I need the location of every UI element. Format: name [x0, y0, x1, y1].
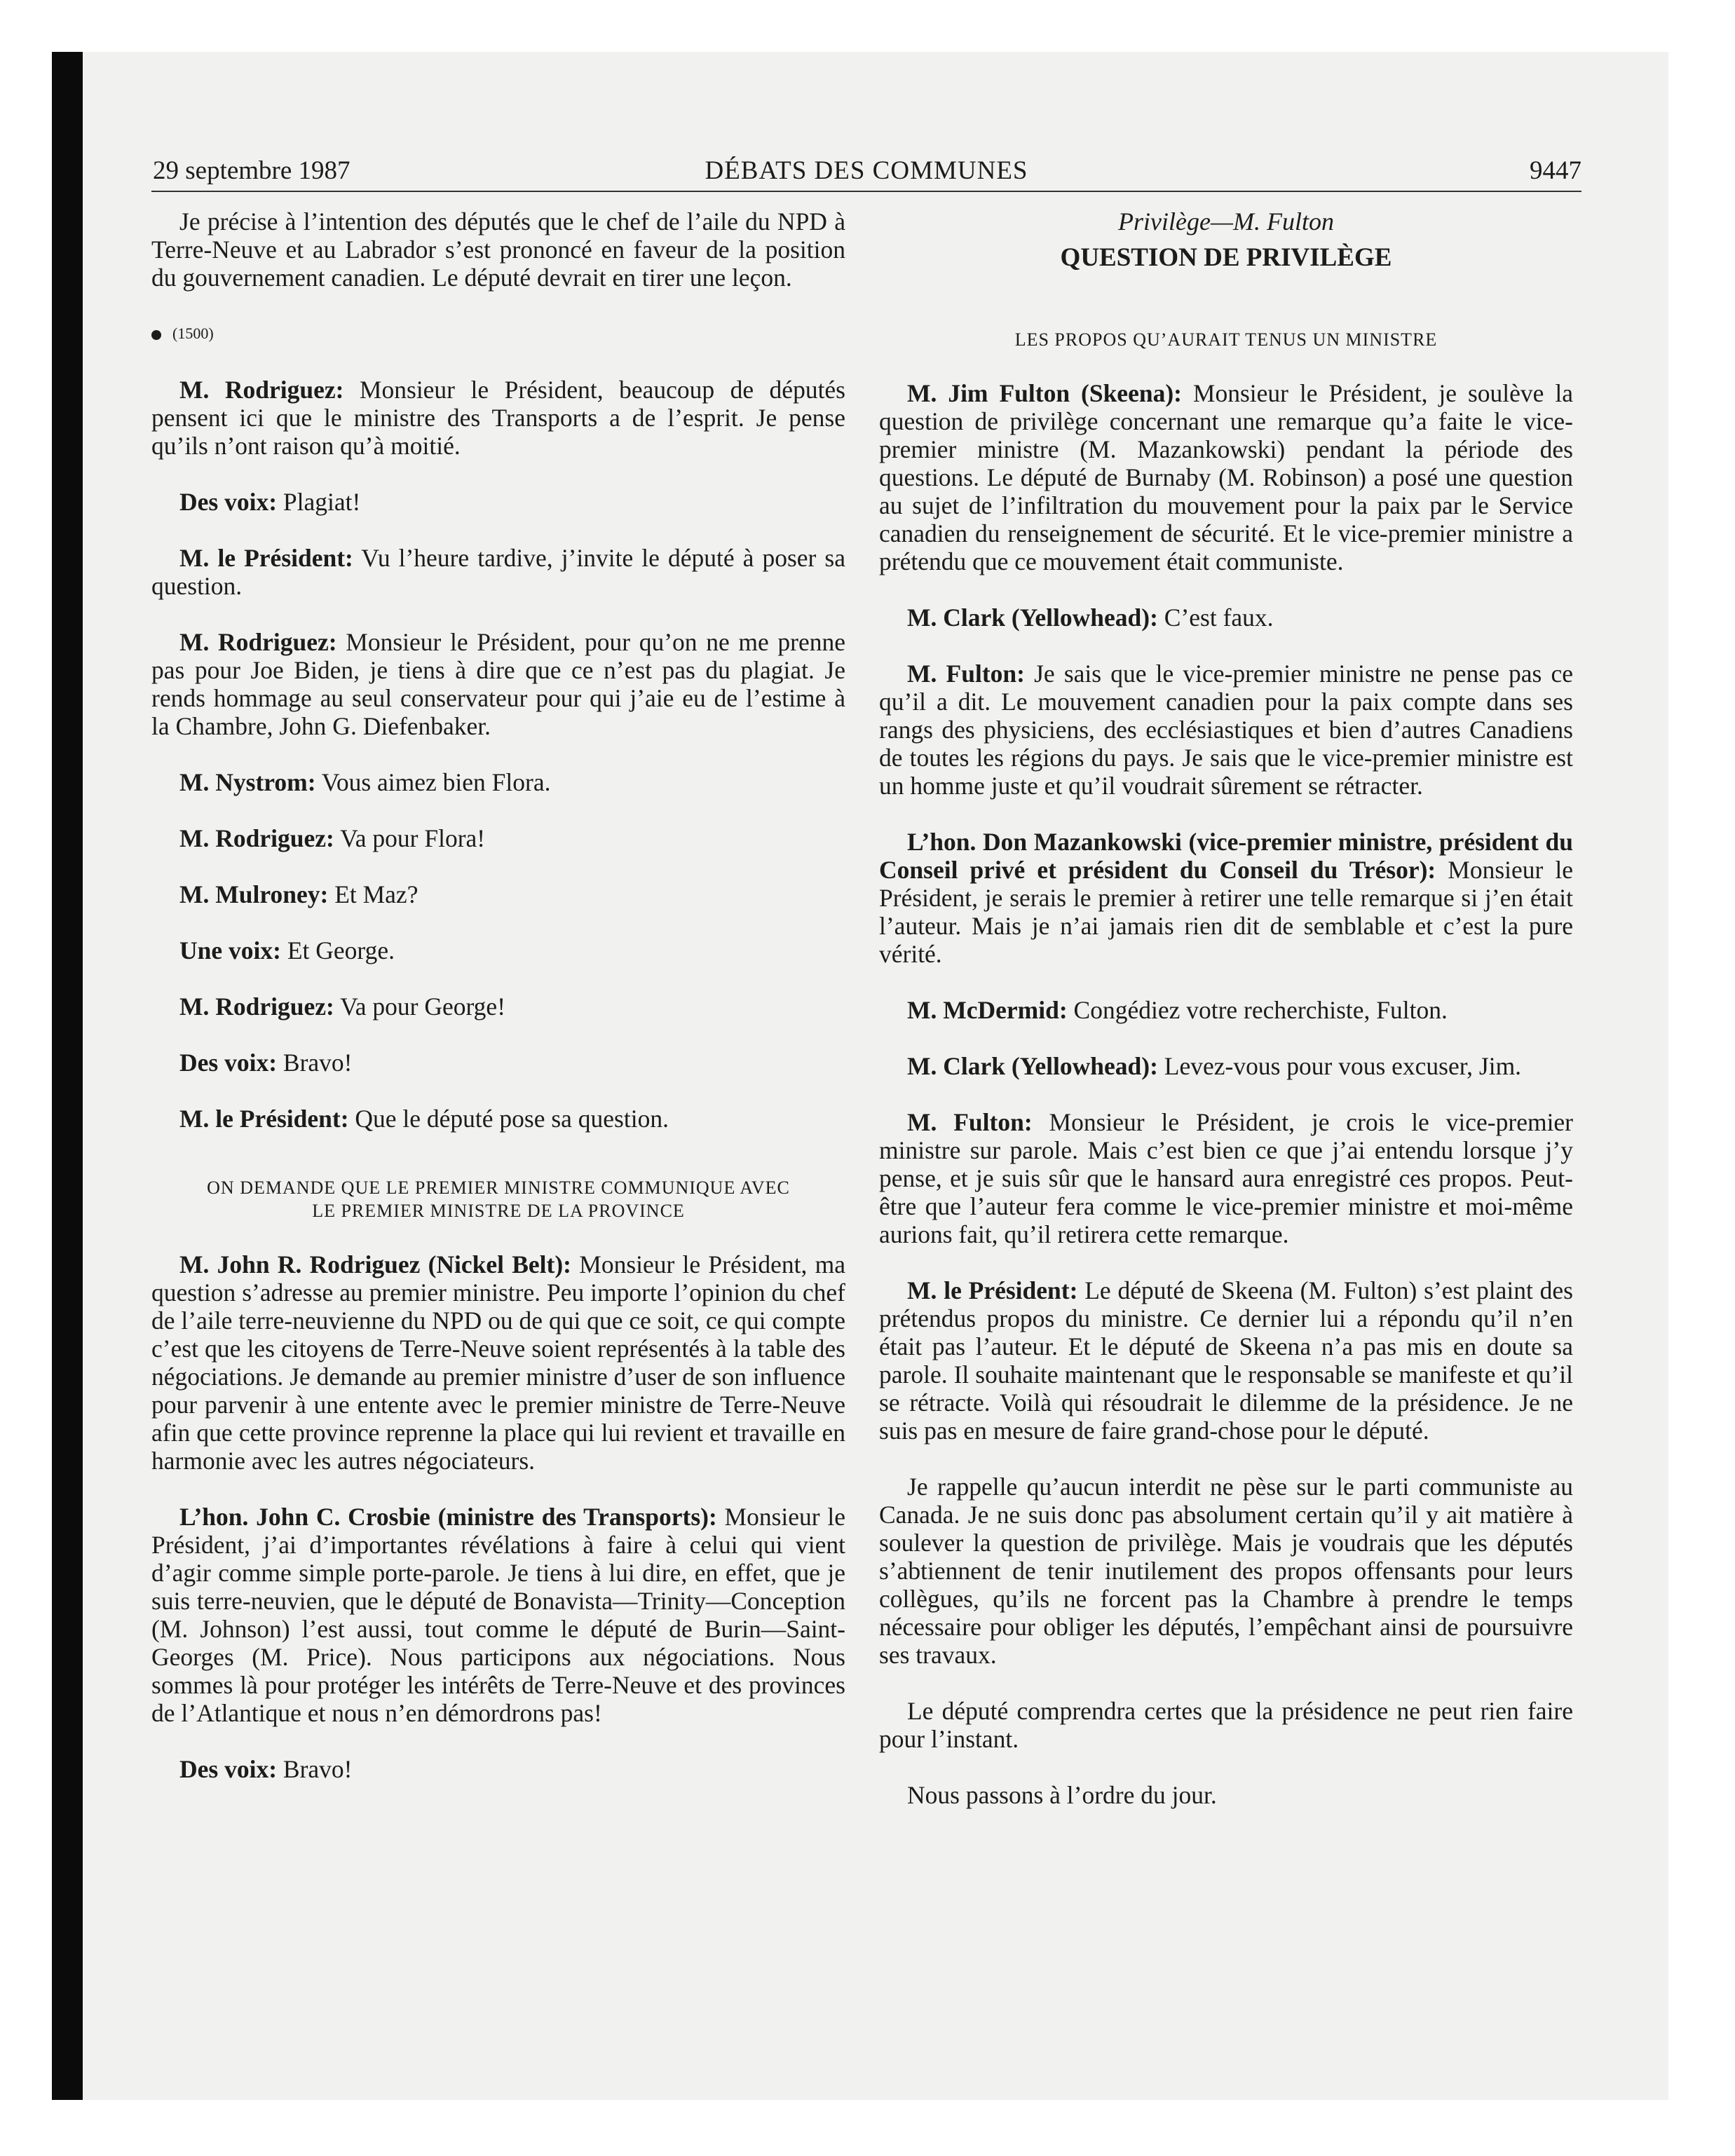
speech-text: Congédiez votre recherchiste, Fulton. [1067, 996, 1448, 1024]
speech-paragraph [879, 1276, 1573, 1445]
subheading-line: LE PREMIER MINISTRE DE LA PROVINCE [312, 1201, 685, 1221]
body-paragraph: Nous passons à l’ordre du jour. [907, 1781, 1217, 1809]
speaker-name: M. Mulroney: [179, 880, 329, 908]
speech-text: Plagiat! [277, 488, 361, 516]
speech-text: Et George. [280, 936, 395, 964]
subheading-line: LES PROPOS QU’AURAIT TENUS UN MINISTRE [1014, 329, 1438, 350]
section-subheading [151, 1176, 845, 1222]
speech-text: Monsieur le Président, beaucoup de députés pensent ici que le ministre des Transports a de l’esprit. Je pense qu’ils n’ont raison qu’à moitié. [151, 376, 845, 460]
speaker-name: M. Jim Fulton (Skeena): [907, 379, 1182, 407]
speech-paragraph [879, 603, 1573, 632]
speaker-name: M. le Président: [179, 544, 353, 572]
running-head: Privilège—M. Fulton [1118, 207, 1334, 236]
bullet-dot-icon [151, 330, 161, 340]
speech-text: Monsieur le Président, j’ai d’importantes révélations à faire à celui qui vient d’agir comme simple porte-parole. Je tiens à lui dire, en effet, que je suis terre-neuvien, que le député de Bonavista—Trinity—Conception (M. Johnson) l’est aussi, tout comme le député de Burin—Saint-Georges (M. Price). Nous participons aux négociations. Nous sommes là pour protéger les intérêts de Terre-Neuve et des provinces de l’Atlantique et nous n’en démordrons pas! [151, 1503, 845, 1727]
speaker-name: M. Rodriguez: [179, 824, 334, 852]
speech-text: Je sais que le vice-premier ministre ne pense pas ce qu’il a dit. Le mouvement canadien pour la paix compte dans ses rangs des physiciens, des ecclésiastiques et bien d’autres Canadiens de toutes les régions du pays. Je sais que le vice-premier ministre est un homme juste et qu’il voudrait sûrement se rétracter. [879, 660, 1574, 800]
speech-paragraph [151, 1755, 845, 1783]
speaker-name: M. Nystrom: [179, 768, 316, 796]
speech-paragraph [151, 628, 845, 740]
speech-text: C’est faux. [1157, 603, 1274, 632]
speech-paragraph [151, 1503, 845, 1727]
speaker-name: L’hon. John C. Crosbie (ministre des Transports): [179, 1503, 717, 1531]
speech-text: Monsieur le Président, je serais le premier à retirer une telle remarque si j’en était l’auteur. Mais je n’ai jamais rien dit de semblable et c’est la pure vérité. [879, 856, 1573, 968]
section-subheading [879, 328, 1573, 351]
time-marker-text: (1500) [172, 325, 214, 342]
speaker-name: M. le Président: [907, 1276, 1078, 1304]
speaker-name: Des voix: [179, 1755, 278, 1783]
speech-text: Va pour Flora! [334, 824, 486, 852]
speech-text: Bravo! [277, 1755, 353, 1783]
speech-text: Monsieur le Président, pour qu’on ne me prenne pas pour Joe Biden, je tiens à dire que ce n’est pas du plagiat. Je rends hommage au seul conservateur pour qui j’aie eu de l’estime à la Chambre, John G. Diefenbaker. [151, 628, 845, 740]
speaker-name: M. McDermid: [907, 996, 1068, 1024]
speech-text: Levez-vous pour vous excuser, Jim. [1157, 1052, 1522, 1080]
right-column [879, 207, 1573, 1837]
speech-paragraph [151, 824, 845, 852]
section-heading: QUESTION DE PRIVILÈGE [1060, 243, 1392, 272]
body-paragraph: Le député comprendra certes que la présidence ne peut rien faire pour l’instant. [879, 1697, 1573, 1753]
speech-paragraph [151, 1049, 845, 1077]
body-paragraph: Je rappelle qu’aucun interdit ne pèse sur le parti communiste au Canada. Je ne suis donc pas absolument certain qu’il y ait matière à soulever la question de privilège. Mais je voudrais que les députés s’abtiennent de tenir inutilement des propos offensants pour leurs collègues, qu’ils ne forcent pas la Chambre à prendre le temps nécessaire pour obliger les députés, l’empêchant ainsi de poursuivre ses travaux. [879, 1473, 1573, 1669]
speech-paragraph [879, 379, 1573, 575]
speaker-name: M. Clark (Yellowhead): [907, 603, 1158, 632]
speaker-name: M. Fulton: [907, 660, 1025, 688]
speaker-name: L’hon. Don Mazankowski (vice-premier ministre, président du Conseil privé et président du Conseil du Trésor): [879, 828, 1573, 884]
speech-paragraph [879, 660, 1573, 800]
speech-text: Monsieur le Président, je soulève la question de privilège concernant une remarque qu’a faite le vice-premier ministre (M. Mazankowski) pendant la période des questions. Le député de Burnaby (M. Robinson) a posé une question au sujet de l’infiltration du mouvement pour la paix par le Service canadien du renseignement de sécurité. Et le vice-premier ministre a prétendu que ce mouvement était communiste. [879, 379, 1573, 575]
speaker-name: M. Rodriguez: [179, 992, 334, 1021]
speech-paragraph [151, 992, 845, 1021]
time-marker [151, 320, 845, 348]
speech-paragraph [151, 880, 845, 908]
speaker-name: M. Rodriguez: [179, 376, 344, 404]
intro-paragraph: Je précise à l’intention des députés que le chef de l’aile du NPD à Terre-Neuve et au Labrador s’est prononcé en faveur de la position du gouvernement canadien. Le député devrait en tirer une leçon. [151, 207, 845, 292]
speech-paragraph [151, 376, 845, 460]
speech-paragraph [879, 1108, 1573, 1248]
speaker-name: Des voix: [179, 488, 278, 516]
speaker-name: Des voix: [179, 1049, 278, 1077]
page-number: 9447 [1530, 156, 1581, 185]
speaker-name: M. Rodriguez: [179, 628, 337, 656]
speaker-name: M. le Président: [179, 1105, 349, 1133]
speaker-name: M. Clark (Yellowhead): [907, 1052, 1158, 1080]
speech-text: Vu l’heure tardive, j’invite le député à poser sa question. [151, 544, 845, 600]
speech-text: Que le député pose sa question. [348, 1105, 669, 1133]
speech-text: Et Maz? [328, 880, 419, 908]
speech-text: Le député de Skeena (M. Fulton) s’est plaint des prétendus propos du ministre. Ce dernier lui a répondu qu’il n’en était pas l’auteur. Et le député de Skeena n’a pas mis en doute sa parole. Il souhaite maintenant que le responsable se manifeste et qu’il se rétracte. Voilà qui résoudrait le dilemme de la présidence. Je ne suis pas en mesure de faire grand-chose pour le député. [879, 1276, 1573, 1445]
speech-paragraph [151, 1105, 845, 1133]
speech-text: Monsieur le Président, ma question s’adresse au premier ministre. Peu importe l’opinion du chef de l’aile terre-neuvienne du NPD ou de qui que ce soit, ce qui compte c’est que les citoyens de Terre-Neuve soient représentés à la table des négociations. Je demande au premier ministre d’user de son influence pour parvenir à une entente avec le premier ministre de Terre-Neuve afin que cette province reprenne la place qui lui revient et travaille en harmonie avec les autres négociateurs. [151, 1250, 846, 1475]
speech-paragraph [151, 936, 845, 964]
left-column [151, 207, 845, 1811]
speech-text: Vous aimez bien Flora. [315, 768, 551, 796]
speech-paragraph [879, 828, 1573, 968]
speech-paragraph [151, 1250, 845, 1475]
speech-paragraph [879, 996, 1573, 1024]
speech-paragraph [151, 768, 845, 796]
speech-paragraph [879, 1052, 1573, 1080]
page-header [151, 156, 1581, 192]
subheading-line: ON DEMANDE QUE LE PREMIER MINISTRE COMMUNIQUE AVEC [207, 1178, 790, 1198]
speech-text: Va pour George! [334, 992, 506, 1021]
header-date: 29 septembre 1987 [153, 156, 351, 185]
header-title: DÉBATS DES COMMUNES [705, 156, 1028, 185]
binding-edge [52, 52, 83, 2100]
speaker-name: M. John R. Rodriguez (Nickel Belt): [179, 1250, 572, 1278]
speech-text: Monsieur le Président, je crois le vice-premier ministre sur parole. Mais c’est bien ce que j’ai entendu lorsque j’y pense, et je suis sûr que le hansard aura enregistré ces propos. Peut-être que l’auteur fera comme le vice-premier ministre et moi-même aurions fait, qu’il retirera cette remarque. [879, 1108, 1574, 1248]
speaker-name: Une voix: [179, 936, 281, 964]
speech-paragraph [151, 488, 845, 516]
speech-paragraph [151, 544, 845, 600]
speaker-name: M. Fulton: [907, 1108, 1033, 1136]
speech-text: Bravo! [277, 1049, 353, 1077]
